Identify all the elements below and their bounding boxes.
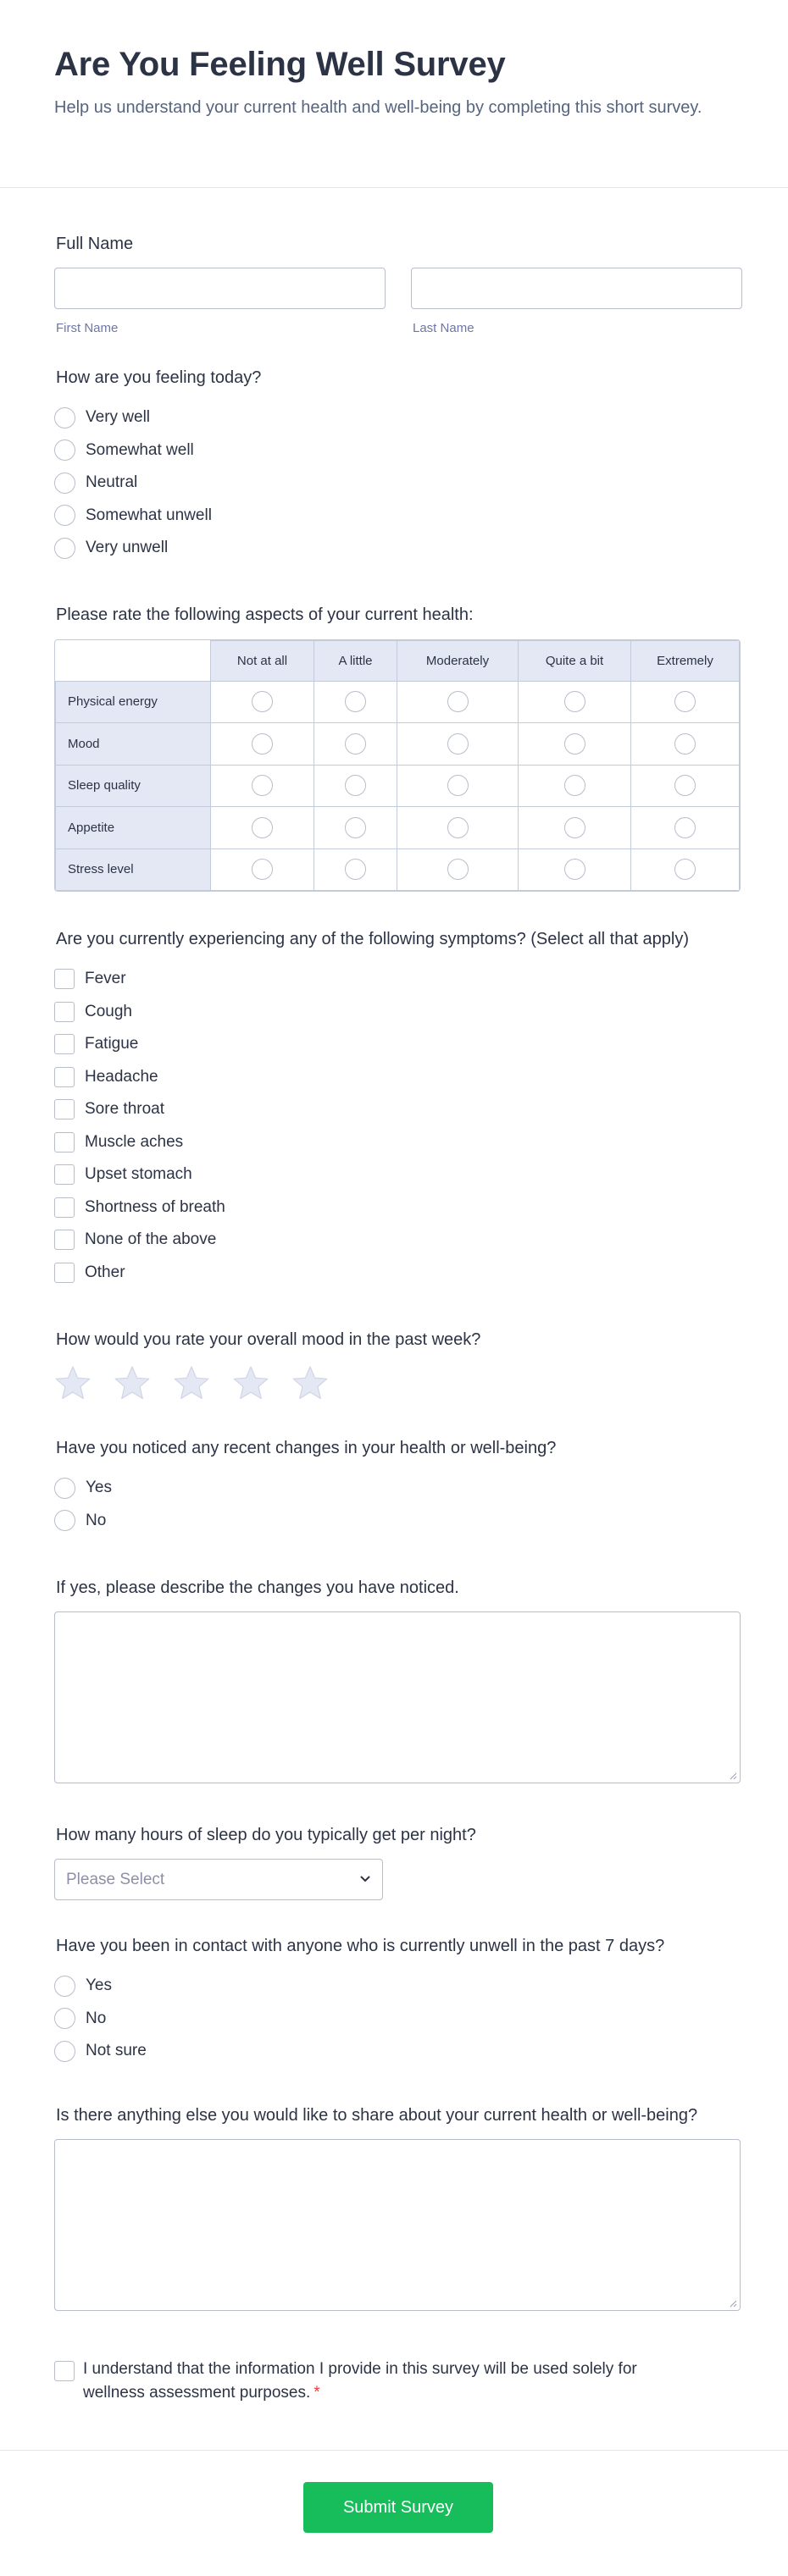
recent-changes-option[interactable] <box>54 1505 734 1538</box>
radio-button[interactable] <box>54 1510 75 1531</box>
first-name-sublabel: First Name <box>56 321 119 335</box>
radio-button[interactable] <box>252 775 273 796</box>
checkbox[interactable] <box>54 1034 75 1054</box>
contact-unwell-option[interactable] <box>54 1970 734 2003</box>
option-label: Shortness of breath <box>85 1197 225 1216</box>
checkbox[interactable] <box>54 1067 75 1087</box>
option-label: Neutral <box>86 473 138 492</box>
matrix-cell[interactable] <box>519 723 631 766</box>
radio-button[interactable] <box>252 733 273 755</box>
symptom-option[interactable] <box>54 1126 734 1159</box>
symptoms-question <box>54 927 734 1289</box>
anything-else-label: Is there anything else you would like to share about your current health or well-being? <box>56 2105 698 2125</box>
matrix-cell[interactable] <box>631 849 740 891</box>
contact-unwell-option[interactable] <box>54 2003 734 2036</box>
matrix-cell[interactable] <box>397 765 519 807</box>
matrix-cell[interactable] <box>211 681 314 723</box>
full-name-fields <box>54 268 734 335</box>
mood-rating-label: How would you rate your overall mood in the past week? <box>56 1330 481 1349</box>
matrix-cell[interactable] <box>314 681 397 723</box>
matrix-cell[interactable] <box>211 765 314 807</box>
radio-button[interactable] <box>252 691 273 712</box>
rating-matrix-label: Please rate the following aspects of your current health: <box>56 605 474 624</box>
recent-changes-option[interactable] <box>54 1472 734 1505</box>
radio-button[interactable] <box>447 775 469 796</box>
option-label: Somewhat unwell <box>86 506 212 524</box>
matrix-cell[interactable] <box>519 681 631 723</box>
option-label: Sore throat <box>85 1100 164 1119</box>
option-label: Cough <box>85 1002 132 1020</box>
matrix-column-header: A little <box>314 640 397 681</box>
radio-button[interactable] <box>564 817 585 838</box>
option-label: Not sure <box>86 2042 147 2060</box>
radio-button[interactable] <box>447 733 469 755</box>
describe-changes-question <box>54 1576 734 1783</box>
contact-unwell-question <box>54 1934 734 2068</box>
chevron-down-icon <box>360 1875 370 1883</box>
matrix-cell[interactable] <box>314 765 397 807</box>
option-label: Fatigue <box>85 1035 139 1053</box>
star-icon[interactable] <box>114 1365 151 1401</box>
resize-grip-icon[interactable] <box>729 1772 737 1780</box>
checkbox[interactable] <box>54 969 75 989</box>
matrix-cell[interactable] <box>314 807 397 849</box>
feeling-option[interactable] <box>54 434 734 467</box>
describe-changes-label: If yes, please describe the changes you have noticed. <box>56 1578 459 1597</box>
matrix-column-header: Moderately <box>397 640 519 681</box>
checkbox[interactable] <box>54 1002 75 1022</box>
radio-button[interactable] <box>54 473 75 494</box>
sleep-hours-label: How many hours of sleep do you typically get per night? <box>56 1826 476 1844</box>
matrix-cell[interactable] <box>519 765 631 807</box>
radio-button[interactable] <box>564 691 585 712</box>
form-body <box>0 188 788 2405</box>
matrix-row-label: Appetite <box>56 807 211 849</box>
radio-button[interactable] <box>345 691 366 712</box>
matrix-row-label: Physical energy <box>56 681 211 723</box>
mood-rating-question <box>54 1328 734 1401</box>
radio-button[interactable] <box>674 733 696 755</box>
radio-button[interactable] <box>54 407 75 428</box>
matrix-cell[interactable] <box>631 681 740 723</box>
matrix-cell[interactable] <box>211 849 314 891</box>
feeling-option[interactable] <box>54 500 734 533</box>
checkbox[interactable] <box>54 1230 75 1250</box>
option-label: Other <box>85 1263 125 1281</box>
rating-matrix-question <box>54 603 734 893</box>
matrix-row-label: Stress level <box>56 849 211 891</box>
matrix-cell[interactable] <box>631 807 740 849</box>
symptom-option[interactable] <box>54 1028 734 1061</box>
symptom-option[interactable] <box>54 1061 734 1094</box>
last-name-sublabel: Last Name <box>413 321 474 335</box>
contact-unwell-options <box>54 1970 734 2068</box>
first-name-group <box>54 268 386 335</box>
radio-button[interactable] <box>252 817 273 838</box>
select-placeholder: Please Select <box>66 1871 165 1888</box>
feeling-option[interactable] <box>54 532 734 565</box>
symptom-option[interactable] <box>54 996 734 1029</box>
matrix-cell[interactable] <box>211 807 314 849</box>
symptoms-label: Are you currently experiencing any of the following symptoms? (Select all that apply) <box>56 930 690 948</box>
radio-button[interactable] <box>54 1976 75 1997</box>
option-label: Fever <box>85 970 126 988</box>
radio-button[interactable] <box>345 817 366 838</box>
consent-text: I understand that the information I provide in this survey will be used solely for wellness assessment purposes. <box>83 2359 637 2402</box>
full-name-question <box>54 188 734 335</box>
last-name-group <box>411 268 742 335</box>
star-icon[interactable] <box>54 1365 92 1401</box>
matrix-row <box>56 723 740 766</box>
symptom-option[interactable] <box>54 1224 734 1257</box>
option-label: Muscle aches <box>85 1132 184 1151</box>
recent-changes-label: Have you noticed any recent changes in your health or well-being? <box>56 1439 557 1457</box>
feeling-today-options <box>54 401 734 565</box>
matrix-row <box>56 849 740 891</box>
contact-unwell-option[interactable] <box>54 2035 734 2068</box>
matrix-column-header: Quite a bit <box>519 640 631 681</box>
form-header <box>0 0 788 188</box>
checkbox[interactable] <box>54 1263 75 1283</box>
contact-unwell-label: Have you been in contact with anyone who is currently unwell in the past 7 days? <box>56 1937 665 1955</box>
anything-else-question <box>54 2103 734 2311</box>
recent-changes-question <box>54 1436 734 1537</box>
star-icon[interactable] <box>232 1365 269 1401</box>
star-rating <box>54 1365 734 1401</box>
checkbox[interactable] <box>54 1197 75 1218</box>
matrix-cell[interactable] <box>631 765 740 807</box>
feeling-option[interactable] <box>54 467 734 500</box>
matrix-cell[interactable] <box>397 681 519 723</box>
matrix-row-label: Mood <box>56 723 211 766</box>
checkbox[interactable] <box>54 1099 75 1119</box>
consent-question <box>54 2358 647 2405</box>
radio-button[interactable] <box>447 859 469 880</box>
submit-button[interactable]: Submit Survey <box>303 2482 493 2533</box>
radio-button[interactable] <box>54 1478 75 1499</box>
matrix-row <box>56 765 740 807</box>
option-label: Headache <box>85 1067 158 1086</box>
first-name-input[interactable] <box>54 268 386 309</box>
feeling-today-question <box>54 366 734 565</box>
radio-button[interactable] <box>447 691 469 712</box>
option-label: None of the above <box>85 1230 217 1249</box>
radio-button[interactable] <box>674 691 696 712</box>
sleep-hours-question <box>54 1823 734 1900</box>
symptoms-options <box>54 963 734 1289</box>
matrix-column-header: Extremely <box>631 640 740 681</box>
option-label: Somewhat well <box>86 440 194 459</box>
option-label: Very well <box>86 408 151 427</box>
option-label: Yes <box>86 1976 112 1995</box>
star-icon[interactable] <box>173 1365 210 1401</box>
describe-changes-textarea[interactable] <box>54 1611 741 1783</box>
sleep-hours-select[interactable] <box>54 1859 383 1900</box>
matrix-cell[interactable] <box>397 723 519 766</box>
form-footer <box>0 2450 788 2576</box>
consent-checkbox[interactable] <box>54 2361 75 2381</box>
matrix-cell[interactable] <box>397 849 519 891</box>
matrix-cell[interactable] <box>631 723 740 766</box>
last-name-input[interactable] <box>411 268 742 309</box>
radio-button[interactable] <box>345 775 366 796</box>
radio-button[interactable] <box>54 538 75 559</box>
option-label: Upset stomach <box>85 1165 192 1184</box>
matrix-row <box>56 807 740 849</box>
radio-button[interactable] <box>564 859 585 880</box>
form-title: Are You Feeling Well Survey <box>54 46 506 83</box>
full-name-label: Full Name <box>56 235 134 253</box>
symptom-option[interactable] <box>54 1158 734 1191</box>
matrix-row-label: Sleep quality <box>56 765 211 807</box>
radio-button[interactable] <box>54 439 75 461</box>
matrix-cell[interactable] <box>314 849 397 891</box>
radio-button[interactable] <box>447 817 469 838</box>
radio-button[interactable] <box>674 859 696 880</box>
rating-matrix <box>54 639 741 893</box>
form-subtitle: Help us understand your current health and well-being by completing this short survey. <box>54 98 702 117</box>
matrix-cell[interactable] <box>519 849 631 891</box>
radio-button[interactable] <box>345 859 366 880</box>
radio-button[interactable] <box>252 859 273 880</box>
radio-button[interactable] <box>54 2041 75 2062</box>
matrix-header-row <box>56 640 740 681</box>
anything-else-textarea[interactable] <box>54 2139 741 2311</box>
matrix-cell[interactable] <box>211 723 314 766</box>
radio-button[interactable] <box>674 775 696 796</box>
symptom-option[interactable] <box>54 963 734 996</box>
radio-button[interactable] <box>564 775 585 796</box>
option-label: Yes <box>86 1479 112 1497</box>
symptom-option[interactable] <box>54 1191 734 1224</box>
checkbox[interactable] <box>54 1164 75 1185</box>
recent-changes-options <box>54 1472 734 1537</box>
option-label: No <box>86 2009 107 2027</box>
feeling-today-label: How are you feeling today? <box>56 368 262 387</box>
resize-grip-icon[interactable] <box>729 2299 737 2308</box>
required-asterisk: * <box>314 2383 320 2402</box>
option-label: No <box>86 1511 107 1529</box>
option-label: Very unwell <box>86 539 169 557</box>
matrix-column-header: Not at all <box>211 640 314 681</box>
radio-button[interactable] <box>345 733 366 755</box>
radio-button[interactable] <box>54 505 75 526</box>
symptom-option[interactable] <box>54 1093 734 1126</box>
matrix-cell[interactable] <box>397 807 519 849</box>
matrix-corner <box>56 640 211 681</box>
checkbox[interactable] <box>54 1132 75 1153</box>
consent-label <box>83 2358 647 2405</box>
matrix-cell[interactable] <box>314 723 397 766</box>
matrix-cell[interactable] <box>519 807 631 849</box>
radio-button[interactable] <box>54 2008 75 2029</box>
matrix-row <box>56 681 740 723</box>
radio-button[interactable] <box>564 733 585 755</box>
radio-button[interactable] <box>674 817 696 838</box>
star-icon[interactable] <box>291 1365 329 1401</box>
symptom-option[interactable] <box>54 1257 734 1290</box>
feeling-option[interactable] <box>54 401 734 434</box>
